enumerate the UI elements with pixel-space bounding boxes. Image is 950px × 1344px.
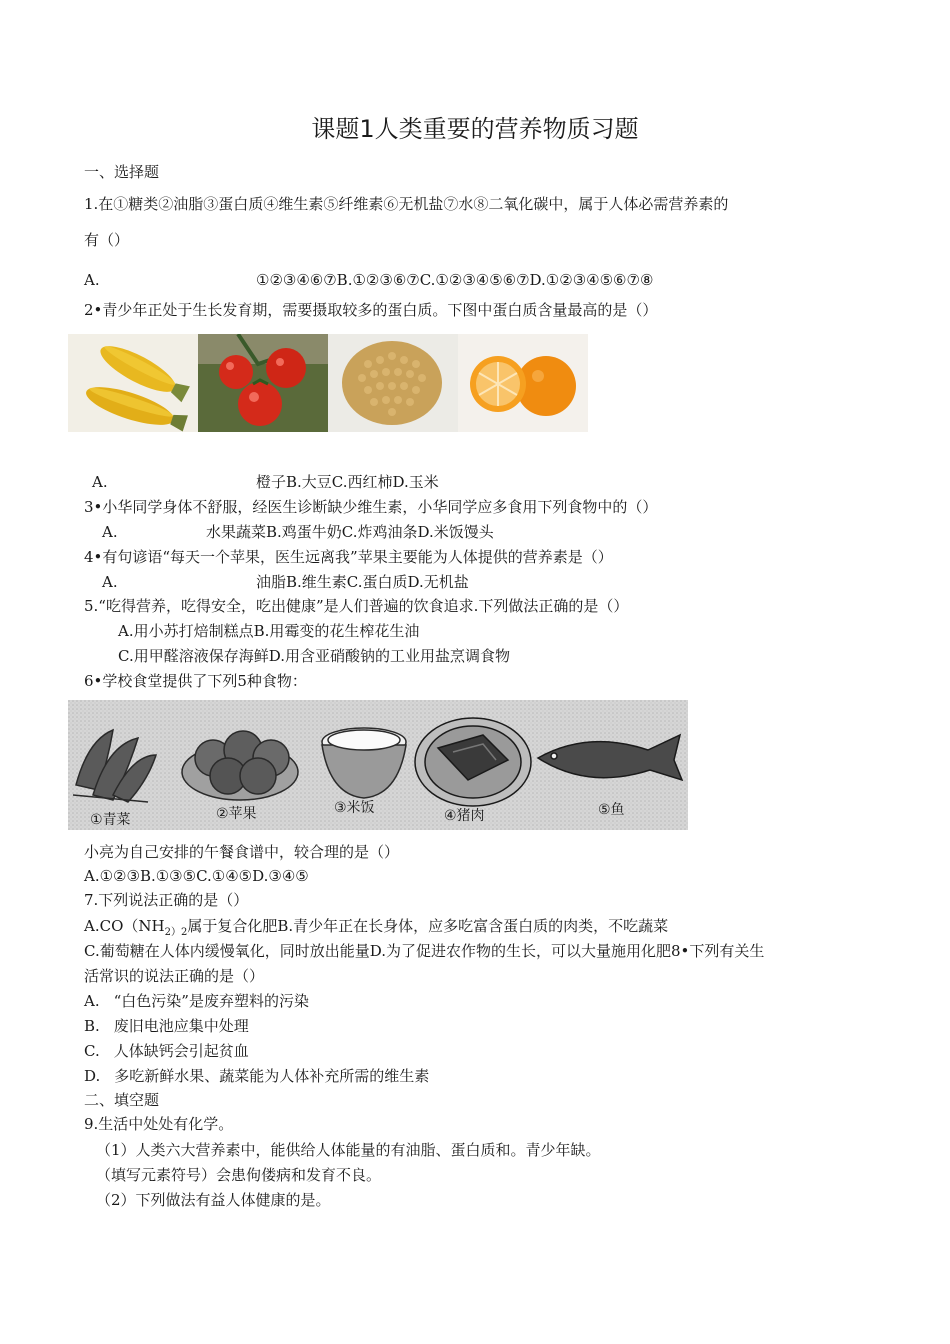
q5-options-line1: A.用小苏打焙制糕点B.用霉变的花生榨花生油 <box>118 622 420 640</box>
q2-food-photos <box>68 334 588 432</box>
q7-options-line2: C.葡萄糖在人体内缓慢氧化，同时放出能量D.为了促进农作物的生长，可以大量施用化肥8•下列有关生 <box>84 942 765 960</box>
q1-option-label: A. <box>84 271 100 289</box>
q9-part1-cont: （填写元素符号）会患佝偻病和发育不良。 <box>96 1166 382 1184</box>
q2-option-label: A. <box>92 473 108 491</box>
q7-options-line1 <box>84 916 668 943</box>
q8-option-c-label: C. <box>84 1042 100 1060</box>
q7-option-a-b: 属于复合化肥B.青少年正在长身体，应多吃富含蛋白质的肉类，不吃蔬菜 <box>187 917 669 935</box>
section-heading-choice: 一、选择题 <box>84 163 160 181</box>
q3-options: 水果蔬菜B.鸡蛋牛奶C.炸鸡油条D.米饭馒头 <box>206 523 494 541</box>
q8-option-a-label: A. <box>84 992 100 1010</box>
q5-options-line2: C.用甲醛溶液保存海鲜D.用含亚硝酸钠的工业用盐烹调食物 <box>118 647 510 665</box>
q8-stem: 活常识的说法正确的是（） <box>84 967 265 985</box>
q6-options: A.①②③B.①③⑤C.①④⑤D.③④⑤ <box>84 867 309 885</box>
q4-option-label: A. <box>102 573 118 591</box>
q1-stem: 1.在①糖类②油脂③蛋白质④维生素⑤纤维素⑥无机盐⑦水⑧二氧化碳中，属于人体必需营养素的 <box>84 195 729 213</box>
q8-option-c <box>84 1041 249 1061</box>
q1-options: ①②③④⑥⑦B.①②③⑥⑦C.①②③④⑤⑥⑦D.①②③④⑤⑥⑦⑧ <box>256 271 654 289</box>
q1-stem-cont: 有（） <box>84 231 130 249</box>
q8-option-b <box>84 1016 249 1036</box>
section-heading-fill: 二、填空题 <box>84 1091 160 1109</box>
q8-option-d-text: 多吃新鲜水果、蔬菜能为人体补充所需的维生素 <box>114 1067 430 1085</box>
q6-food-sketch <box>68 700 688 830</box>
food-label-pork: ④猪肉 <box>444 808 485 824</box>
q2-options: 橙子B.大豆C.西红柿D.玉米 <box>256 473 439 491</box>
q8-option-b-text: 废旧电池应集中处理 <box>113 1017 249 1035</box>
q8-option-d-label: D. <box>84 1067 101 1085</box>
q6-stem: 6•学校食堂提供了下列5种食物： <box>84 672 307 690</box>
q9-part2: （2）下列做法有益人体健康的是。 <box>96 1191 331 1209</box>
pork-sketch <box>415 718 531 806</box>
q7-stem: 7.下列说法正确的是（） <box>84 891 249 909</box>
food-label-rice: ③米饭 <box>334 800 375 816</box>
food-label-vegetable: ①青菜 <box>90 812 131 828</box>
q8-option-a <box>84 991 309 1011</box>
page-title: 课题1人类重要的营养物质习题 <box>311 115 639 143</box>
q9-stem: 9.生活中处处有化学。 <box>84 1115 234 1133</box>
q9-part1: （1）人类六大营养素中，能供给人体能量的有油脂、蛋白质和。青少年缺。 <box>96 1141 601 1159</box>
orange-photo <box>458 334 588 432</box>
q8-option-b-label: B. <box>84 1017 100 1035</box>
q3-stem: 3•小华同学身体不舒服，经医生诊断缺少维生素，小华同学应多食用下列食物中的（） <box>84 498 658 516</box>
q8-option-d <box>84 1066 429 1086</box>
q4-options: 油脂B.维生素C.蛋白质D.无机盐 <box>256 573 469 591</box>
q3-option-label: A. <box>102 523 118 541</box>
q4-stem: 4•有句谚语“每天一个苹果，医生远离我”苹果主要能为人体提供的营养素是（） <box>84 548 613 566</box>
corn-photo <box>68 334 198 432</box>
q6-question: 小亮为自己安排的午餐食谱中，较合理的是（） <box>84 843 400 861</box>
q7-formula: A.CO（NH <box>84 917 165 935</box>
soybean-photo <box>328 334 458 432</box>
food-label-apple: ②苹果 <box>216 806 257 822</box>
tomato-photo <box>198 334 328 432</box>
q7-formula-sub: 2）2 <box>164 927 188 938</box>
q2-stem: 2•青少年正处于生长发育期，需要摄取较多的蛋白质。下图中蛋白质含量最高的是（） <box>84 301 658 319</box>
q8-option-c-text: 人体缺钙会引起贫血 <box>113 1042 249 1060</box>
q8-option-a-text: “白色污染”是废弃塑料的污染 <box>113 992 309 1010</box>
food-label-fish: ⑤鱼 <box>598 802 625 818</box>
q5-stem: 5.“吃得营养，吃得安全，吃出健康”是人们普遍的饮食追求.下列做法正确的是（） <box>84 597 629 615</box>
